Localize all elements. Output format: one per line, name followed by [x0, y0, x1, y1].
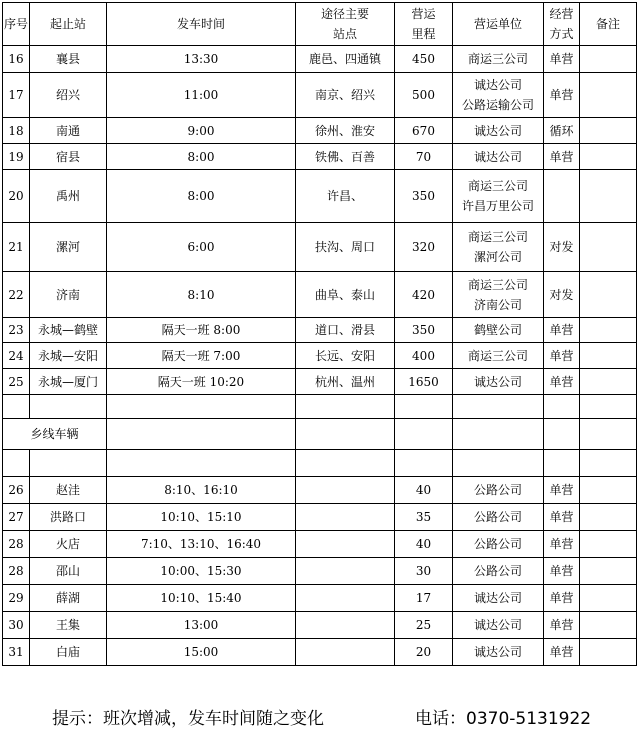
footer	[0, 703, 640, 727]
cell-departure-time: 6:00	[107, 223, 296, 272]
blank-cell	[453, 395, 544, 419]
blank-cell	[296, 395, 395, 419]
cell-seq: 25	[3, 369, 30, 395]
cell-mode: 单营	[544, 531, 580, 558]
cell-mileage: 20	[395, 639, 453, 666]
cell-departure-time: 8:10	[107, 272, 296, 318]
bus-schedule-table	[2, 2, 637, 666]
table-row	[3, 531, 637, 558]
header-departure-time: 发车时间	[107, 3, 296, 46]
blank-cell	[30, 395, 107, 419]
blank-cell	[544, 419, 580, 450]
cell-via-stations: 铁佛、百善	[296, 144, 395, 170]
blank-cell	[580, 450, 637, 477]
cell-mode: 单营	[544, 585, 580, 612]
cell-mode: 单营	[544, 477, 580, 504]
cell-mode: 对发	[544, 272, 580, 318]
cell-via-stations: 许昌、	[296, 170, 395, 223]
cell-seq: 28	[3, 531, 30, 558]
cell-departure-time: 13:00	[107, 612, 296, 639]
header-remarks: 备注	[580, 3, 637, 46]
table-row	[3, 46, 637, 73]
cell-via-stations	[296, 477, 395, 504]
cell-mileage: 670	[395, 118, 453, 144]
blank-cell	[107, 450, 296, 477]
table-row	[3, 639, 637, 666]
cell-route: 南通	[30, 118, 107, 144]
blank-cell	[30, 450, 107, 477]
cell-route: 火店	[30, 531, 107, 558]
cell-seq: 19	[3, 144, 30, 170]
blank-cell	[395, 395, 453, 419]
table-row	[3, 558, 637, 585]
cell-mileage: 450	[395, 46, 453, 73]
table-row	[3, 369, 637, 395]
cell-mileage: 500	[395, 73, 453, 118]
blank-row	[3, 450, 637, 477]
cell-mileage: 17	[395, 585, 453, 612]
cell-mileage: 1650	[395, 369, 453, 395]
cell-via-stations: 南京、绍兴	[296, 73, 395, 118]
blank-cell	[107, 419, 296, 450]
cell-seq: 28	[3, 558, 30, 585]
header-mode: 经营 方式	[544, 3, 580, 46]
cell-mileage: 30	[395, 558, 453, 585]
cell-mode: 单营	[544, 46, 580, 73]
table-row	[3, 477, 637, 504]
table-row	[3, 318, 637, 343]
cell-operator: 诚达公司 公路运输公司	[453, 73, 544, 118]
cell-operator: 诚达公司	[453, 585, 544, 612]
cell-remarks	[580, 318, 637, 343]
cell-route: 襄县	[30, 46, 107, 73]
cell-mileage: 40	[395, 477, 453, 504]
cell-remarks	[580, 343, 637, 369]
cell-departure-time: 隔天一班 8:00	[107, 318, 296, 343]
cell-route: 薛湖	[30, 585, 107, 612]
blank-cell	[3, 395, 30, 419]
blank-cell	[395, 450, 453, 477]
blank-cell	[296, 419, 395, 450]
cell-mileage: 350	[395, 170, 453, 223]
blank-cell	[395, 419, 453, 450]
section-row	[3, 419, 637, 450]
cell-remarks	[580, 585, 637, 612]
cell-mileage: 400	[395, 343, 453, 369]
cell-remarks	[580, 531, 637, 558]
cell-remarks	[580, 369, 637, 395]
cell-operator: 商运三公司	[453, 46, 544, 73]
cell-mileage: 320	[395, 223, 453, 272]
blank-cell	[453, 450, 544, 477]
cell-remarks	[580, 504, 637, 531]
cell-departure-time: 8:00	[107, 170, 296, 223]
cell-mode: 单营	[544, 369, 580, 395]
cell-seq: 30	[3, 612, 30, 639]
cell-via-stations	[296, 585, 395, 612]
cell-route: 永城—厦门	[30, 369, 107, 395]
table-row	[3, 504, 637, 531]
cell-route: 漯河	[30, 223, 107, 272]
cell-departure-time: 15:00	[107, 639, 296, 666]
cell-operator: 诚达公司	[453, 639, 544, 666]
table-row	[3, 223, 637, 272]
blank-cell	[296, 450, 395, 477]
table-row	[3, 612, 637, 639]
cell-via-stations	[296, 504, 395, 531]
header-mileage: 营运 里程	[395, 3, 453, 46]
blank-cell	[453, 419, 544, 450]
cell-via-stations: 长远、安阳	[296, 343, 395, 369]
cell-seq: 29	[3, 585, 30, 612]
blank-cell	[544, 395, 580, 419]
table-row	[3, 343, 637, 369]
cell-departure-time: 10:10、15:10	[107, 504, 296, 531]
cell-mode	[544, 170, 580, 223]
cell-route: 白庙	[30, 639, 107, 666]
cell-mode: 单营	[544, 318, 580, 343]
cell-departure-time: 8:00	[107, 144, 296, 170]
header-seq: 序号	[3, 3, 30, 46]
cell-route: 洪路口	[30, 504, 107, 531]
footer-tip: 提示：班次增减，发车时间随之变化	[52, 709, 324, 729]
header-route: 起止站	[30, 3, 107, 46]
cell-seq: 22	[3, 272, 30, 318]
blank-cell	[107, 395, 296, 419]
cell-route: 邵山	[30, 558, 107, 585]
cell-operator: 商运三公司 许昌万里公司	[453, 170, 544, 223]
cell-seq: 31	[3, 639, 30, 666]
cell-mileage: 70	[395, 144, 453, 170]
cell-departure-time: 13:30	[107, 46, 296, 73]
header-via-stations: 途径主要 站点	[296, 3, 395, 46]
cell-mileage: 25	[395, 612, 453, 639]
cell-via-stations	[296, 639, 395, 666]
cell-seq: 24	[3, 343, 30, 369]
cell-via-stations: 杭州、温州	[296, 369, 395, 395]
cell-seq: 20	[3, 170, 30, 223]
cell-remarks	[580, 170, 637, 223]
table-row	[3, 144, 637, 170]
blank-cell	[580, 395, 637, 419]
cell-remarks	[580, 144, 637, 170]
cell-remarks	[580, 223, 637, 272]
cell-operator: 商运三公司 漯河公司	[453, 223, 544, 272]
cell-mode: 单营	[544, 343, 580, 369]
header-operator: 营运单位	[453, 3, 544, 46]
cell-departure-time: 隔天一班 10:20	[107, 369, 296, 395]
cell-mode: 对发	[544, 223, 580, 272]
cell-operator: 商运三公司	[453, 343, 544, 369]
cell-seq: 17	[3, 73, 30, 118]
cell-remarks	[580, 118, 637, 144]
cell-seq: 21	[3, 223, 30, 272]
blank-cell	[580, 419, 637, 450]
header-row	[3, 3, 637, 46]
cell-mode: 单营	[544, 144, 580, 170]
cell-operator: 公路公司	[453, 504, 544, 531]
cell-mileage: 40	[395, 531, 453, 558]
cell-route: 济南	[30, 272, 107, 318]
cell-mode: 单营	[544, 558, 580, 585]
cell-mileage: 350	[395, 318, 453, 343]
cell-seq: 16	[3, 46, 30, 73]
cell-remarks	[580, 46, 637, 73]
blank-cell	[544, 450, 580, 477]
cell-departure-time: 7:10、13:10、16:40	[107, 531, 296, 558]
cell-remarks	[580, 73, 637, 118]
cell-route: 绍兴	[30, 73, 107, 118]
cell-via-stations	[296, 531, 395, 558]
section-title: 乡线车辆	[3, 419, 107, 450]
table-row	[3, 170, 637, 223]
blank-row	[3, 395, 637, 419]
cell-mode: 单营	[544, 639, 580, 666]
cell-departure-time: 8:10、16:10	[107, 477, 296, 504]
cell-via-stations	[296, 558, 395, 585]
cell-operator: 商运三公司 济南公司	[453, 272, 544, 318]
cell-route: 禹州	[30, 170, 107, 223]
cell-mileage: 420	[395, 272, 453, 318]
cell-route: 永城—安阳	[30, 343, 107, 369]
cell-operator: 诚达公司	[453, 369, 544, 395]
cell-mileage: 35	[395, 504, 453, 531]
cell-route: 王集	[30, 612, 107, 639]
cell-route: 永城—鹤壁	[30, 318, 107, 343]
cell-mode: 单营	[544, 612, 580, 639]
cell-departure-time: 9:00	[107, 118, 296, 144]
table-row	[3, 73, 637, 118]
cell-seq: 23	[3, 318, 30, 343]
cell-operator: 公路公司	[453, 531, 544, 558]
blank-cell	[3, 450, 30, 477]
cell-mode: 单营	[544, 504, 580, 531]
cell-via-stations: 鹿邑、四通镇	[296, 46, 395, 73]
cell-mode: 循环	[544, 118, 580, 144]
cell-via-stations	[296, 612, 395, 639]
table-row	[3, 585, 637, 612]
cell-operator: 公路公司	[453, 477, 544, 504]
cell-route: 宿县	[30, 144, 107, 170]
cell-departure-time: 隔天一班 7:00	[107, 343, 296, 369]
cell-via-stations: 道口、滑县	[296, 318, 395, 343]
cell-departure-time: 10:10、15:40	[107, 585, 296, 612]
cell-operator: 公路公司	[453, 558, 544, 585]
cell-seq: 27	[3, 504, 30, 531]
cell-seq: 18	[3, 118, 30, 144]
cell-departure-time: 11:00	[107, 73, 296, 118]
cell-operator: 诚达公司	[453, 612, 544, 639]
cell-via-stations: 曲阜、泰山	[296, 272, 395, 318]
cell-operator: 诚达公司	[453, 144, 544, 170]
cell-mode: 单营	[544, 73, 580, 118]
cell-remarks	[580, 558, 637, 585]
cell-via-stations: 扶沟、周口	[296, 223, 395, 272]
cell-route: 赵洼	[30, 477, 107, 504]
cell-remarks	[580, 272, 637, 318]
cell-remarks	[580, 612, 637, 639]
cell-via-stations: 徐州、淮安	[296, 118, 395, 144]
table-row	[3, 118, 637, 144]
cell-remarks	[580, 639, 637, 666]
cell-seq: 26	[3, 477, 30, 504]
cell-operator: 诚达公司	[453, 118, 544, 144]
table-row	[3, 272, 637, 318]
cell-operator: 鹤壁公司	[453, 318, 544, 343]
cell-departure-time: 10:00、15:30	[107, 558, 296, 585]
cell-remarks	[580, 477, 637, 504]
footer-phone: 电话：0370-5131922	[415, 709, 592, 729]
